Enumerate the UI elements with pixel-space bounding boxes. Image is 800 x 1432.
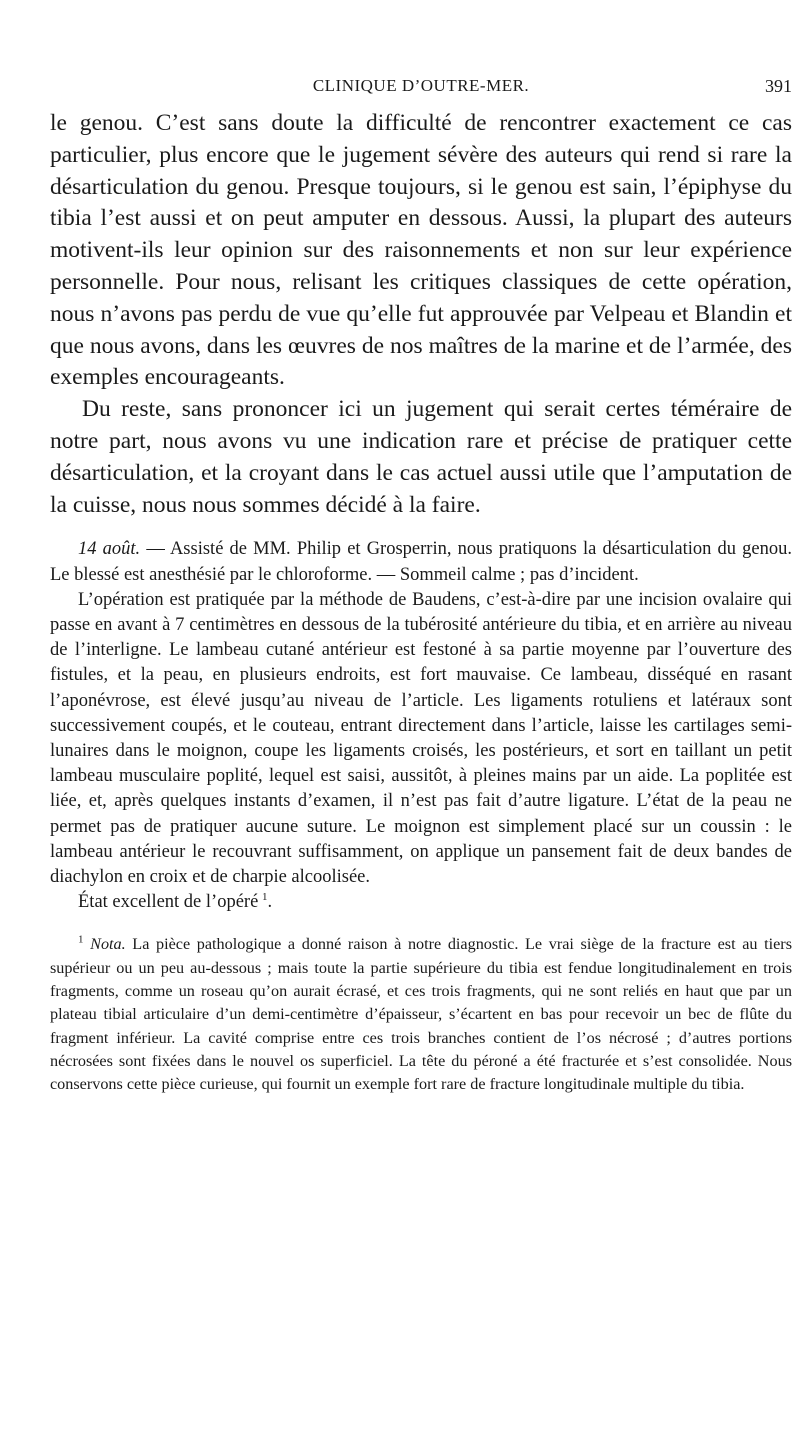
observation-intro (50, 537, 792, 587)
main-text (50, 108, 792, 1096)
operation-description: L’opération est pratiquée par la méthode de Baudens, c’est-à-dire par une incision ovalaire qui passe en avant à 7 centimètres en dessous de la tubérosité antérieure du tibia, et en arrière au niveau de l’interligne. Le lambeau cutané antérieur est festoné à sa partie moyenne par l’ouverture des fistules, et la peau, en plusieurs endroits, est fort mauvaise. Ce lambeau, disséqué en rasant l’aponévrose, est élevé jusqu’au niveau de l’article. Les ligaments rotuliens et latéraux sont successivement coupés, et le couteau, entrant directement dans l’article, laisse les cartilages semi-lunaires dans le moignon, coupe les ligaments croisés, les postérieurs, et sort en taillant un petit lambeau musculaire poplité, lequel est saisi, aussitôt, à pleines mains par un aide. La poplitée est liée, et, après quelques instants d’examen, il n’est pas fait d’autre ligature. L’état de la peau ne permet pas de pratiquer aucune suture. Le moignon est simplement placé sur un coussin : le lambeau antérieur le recouvrant suffisamment, on applique un pansement fait de deux bandes de diachylon en croix et de charpie alcoolisée. (50, 589, 792, 887)
paragraph-1: le genou. C’est sans doute la difficulté de rencontrer exactement ce cas particulier, plus encore que le jugement sévère des auteurs qui rend si rare la désarticulation du genou. Presque toujours, si le genou est sain, l’épiphyse du tibia l’est aussi et on peut amputer en dessous. Aussi, la plupart des auteurs motivent-ils leur opinion sur des raisonnements et non sur leur expérience personnelle. Pour nous, relisant les critiques classiques de cette opération, nous n’avons pas perdu de vue qu’elle fut approuvée par Velpeau et Blandin et que nous avons, dans les œuvres de nos maîtres de la marine et de l’armée, des exemples encourageants. (50, 110, 792, 391)
patient-state-end: . (267, 892, 273, 913)
observation-date: 14 août. (78, 539, 141, 560)
patient-state-text: État excellent de l’opéré (78, 892, 259, 913)
patient-state (50, 890, 792, 915)
paragraph-2: Du reste, sans prononcer ici un jugement qui serait certes téméraire de notre part, nous avons vu une indication rare et précise de pratiquer cette désarticulation, et la croyant dans le cas actuel aussi utile que l’amputation de la cuisse, nous nous sommes décidé à la faire. (50, 396, 792, 518)
observation-block (50, 537, 792, 915)
running-title: CLINIQUE D’OUTRE-MER. (312, 76, 530, 95)
page-number: 391 (765, 76, 792, 96)
footnote-text (50, 933, 792, 1096)
footnote-body: La pièce pathologique a donné raison à notre diagnostic. Le vrai siège de la fracture est au tiers supérieur ou un peu au-dessous ; mais toute la partie supérieure du tibia est fendue longitudinalement en trois fragments, comme un roseau qu’on aurait écrasé, et ces trois fragments, qui ne sont reliés en haut que par un plateau tibial articulaire d’un demi-centimètre d’épaisseur, s’écartent en bas pour recevoir un bec de flûte du fragment inférieur. La cavité comprise entre ces trois branches contient de l’os nécrosé ; d’autres portions nécrosées sont fixées dans le nouvel os superficiel. La tête du péroné a été fracturée et s’est consolidée. Nous conservons cette pièce curieuse, qui fournit un exemple fort rare de fracture longitudinale multiple du tibia. (50, 935, 793, 1094)
footnote-lead: Nota. (90, 935, 126, 954)
page-header (50, 76, 792, 100)
footnote (50, 933, 792, 1096)
footnote-reference: 1 (262, 891, 268, 904)
footnote-mark: 1 (78, 934, 84, 947)
observation-intro-text: — Assisté de MM. Philip et Grosperrin, nous pratiquons la désarticulation du genou. Le blessé est anesthésié par le chloroforme. — Sommeil calme ; pas d’incident. (50, 539, 792, 585)
